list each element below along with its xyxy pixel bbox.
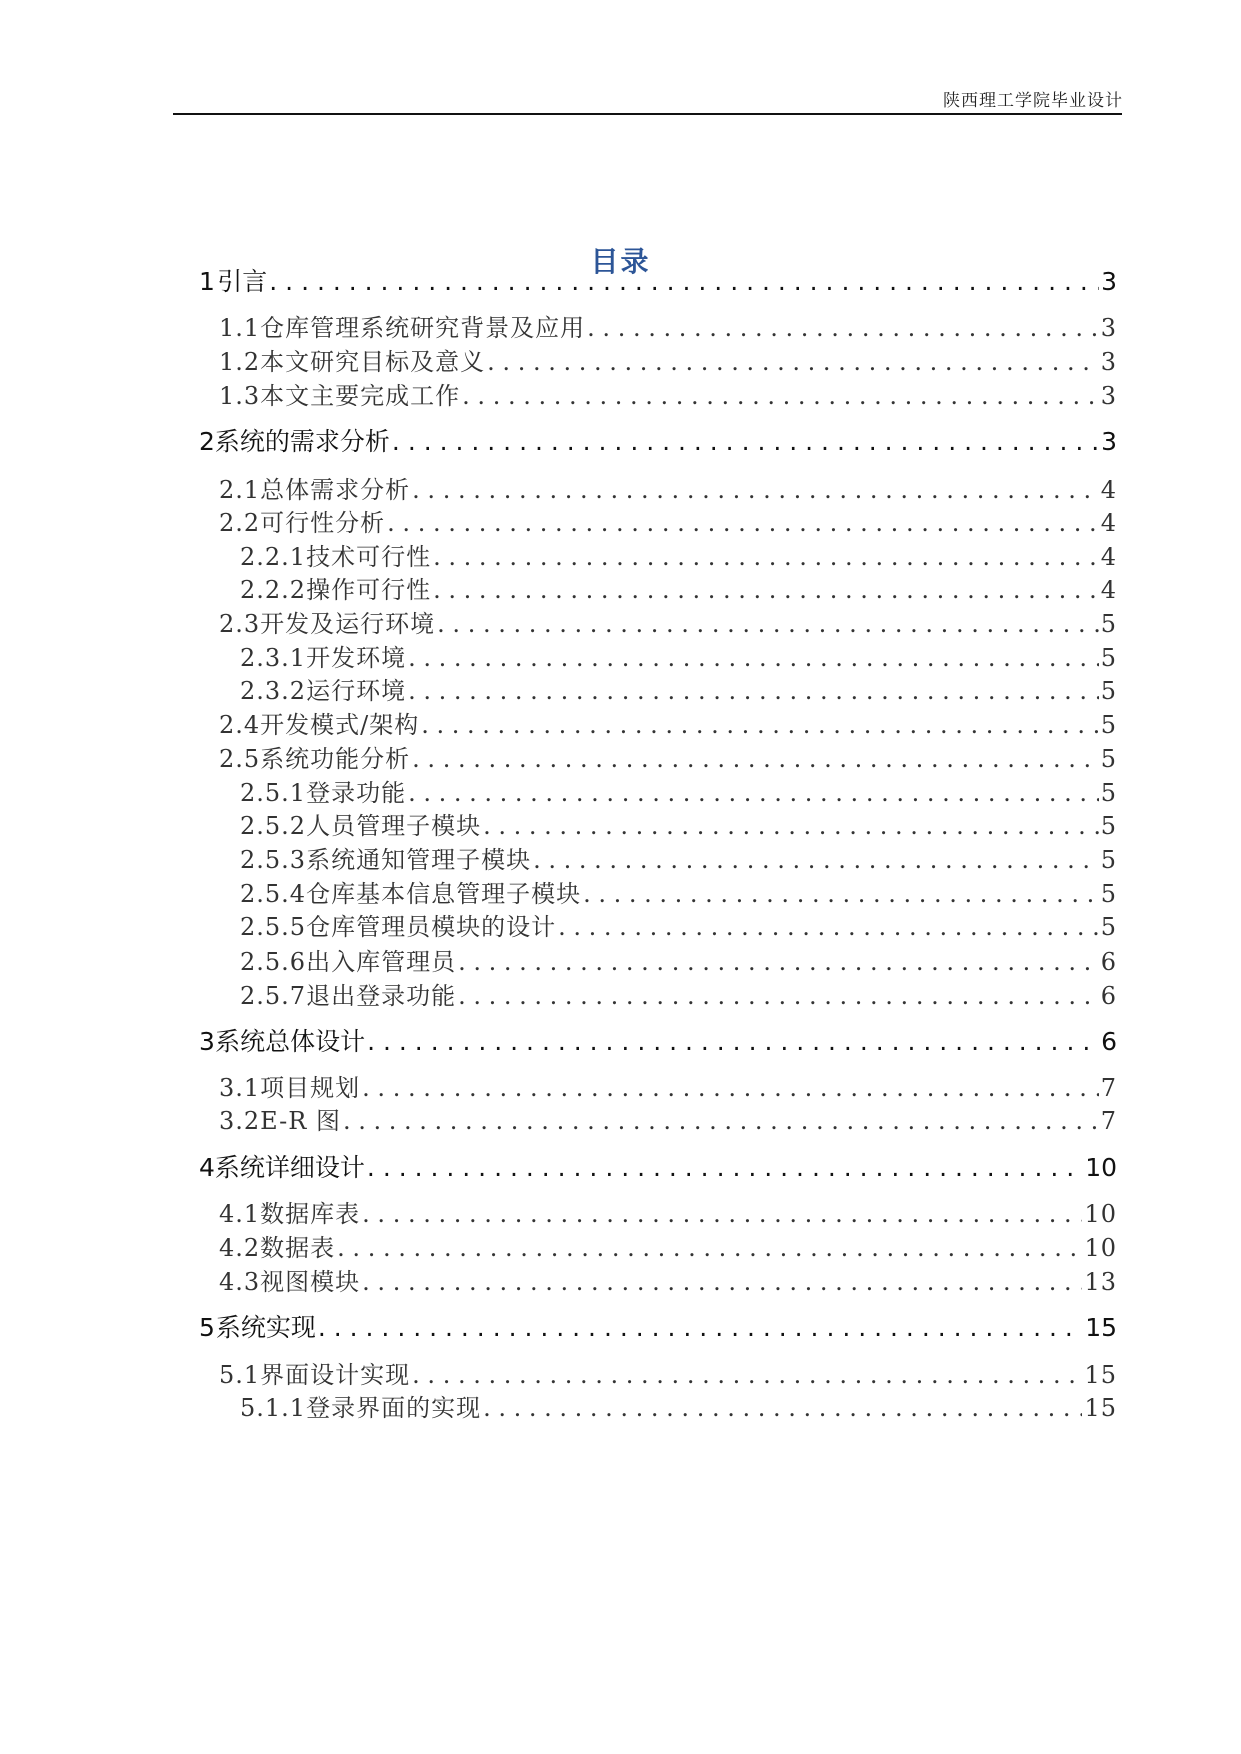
toc-entry-number: 1.1 bbox=[219, 314, 261, 342]
toc-leader-dots bbox=[483, 812, 1099, 840]
toc-entry[interactable] bbox=[199, 1148, 1117, 1184]
toc-leader-dots bbox=[367, 1027, 1099, 1056]
toc-entry-number: 4.1 bbox=[219, 1200, 261, 1228]
toc-leader-dots bbox=[362, 1268, 1082, 1296]
header-rule bbox=[173, 113, 1122, 115]
toc-entry-number: 2.5.7 bbox=[240, 982, 307, 1010]
toc-entry-label: 系统通知管理子模块 bbox=[306, 846, 532, 874]
toc-entry-page: 5 bbox=[1100, 812, 1117, 840]
toc-leader-dots bbox=[433, 543, 1099, 571]
toc-entry-label: 数据表 bbox=[260, 1234, 336, 1262]
toc-entry[interactable] bbox=[219, 1228, 1117, 1264]
toc-entry[interactable] bbox=[199, 1022, 1117, 1058]
toc-entry[interactable] bbox=[240, 638, 1117, 674]
toc-entry[interactable] bbox=[219, 376, 1117, 412]
toc-entry-label: 视图模块 bbox=[260, 1268, 361, 1296]
toc-entry-page: 5 bbox=[1100, 711, 1117, 739]
toc-entry-page: 3 bbox=[1100, 348, 1117, 376]
toc-entry-page: 5 bbox=[1100, 779, 1117, 807]
toc-leader-dots bbox=[412, 1361, 1082, 1389]
toc-entry-label: 技术可行性 bbox=[306, 543, 432, 571]
toc-entry-label: 可行性分析 bbox=[260, 509, 386, 537]
toc-leader-dots bbox=[421, 711, 1098, 739]
toc-entry[interactable] bbox=[219, 739, 1117, 775]
toc-leader-dots bbox=[269, 267, 1099, 296]
toc-entry-page: 5 bbox=[1100, 913, 1117, 941]
toc-entry[interactable] bbox=[240, 942, 1117, 978]
toc-entry-number: 2.5.2 bbox=[240, 812, 307, 840]
toc-entry-label: 系统功能分析 bbox=[260, 745, 411, 773]
toc-entry-label: 引言 bbox=[217, 267, 268, 296]
toc-leader-dots bbox=[408, 644, 1099, 672]
toc-leader-dots bbox=[412, 745, 1099, 773]
toc-leader-dots bbox=[387, 509, 1099, 537]
toc-leader-dots bbox=[408, 779, 1099, 807]
toc-entry[interactable] bbox=[219, 1068, 1117, 1104]
toc-entry-number: 2.5.6 bbox=[240, 948, 307, 976]
toc-entry-label: 开发环境 bbox=[306, 644, 407, 672]
toc-leader-dots bbox=[433, 576, 1099, 604]
toc-entry-number: 2.5.4 bbox=[240, 880, 307, 908]
toc-entry-page: 5 bbox=[1100, 880, 1117, 908]
toc-entry-label: 退出登录功能 bbox=[306, 982, 457, 1010]
toc-entry[interactable] bbox=[240, 874, 1117, 910]
toc-entry-number: 2.5.1 bbox=[240, 779, 307, 807]
toc-entry-label: E-R 图 bbox=[260, 1107, 341, 1135]
toc-leader-dots bbox=[458, 982, 1099, 1010]
toc-entry-page: 5 bbox=[1100, 610, 1117, 638]
toc-leader-dots bbox=[318, 1313, 1083, 1342]
toc-entry-page: 3 bbox=[1101, 427, 1117, 456]
toc-leader-dots bbox=[587, 314, 1099, 342]
toc-entry-page: 3 bbox=[1100, 314, 1117, 342]
toc-entry-number: 1.2 bbox=[219, 348, 261, 376]
toc-entry-page: 5 bbox=[1100, 644, 1117, 672]
toc-entry-label: 系统的需求分析 bbox=[214, 427, 390, 456]
toc-entry[interactable] bbox=[240, 1388, 1117, 1424]
toc-entry-number: 2.2 bbox=[219, 509, 261, 537]
toc-entry-page: 13 bbox=[1084, 1268, 1117, 1296]
toc-entry-label: 开发模式/架构 bbox=[260, 711, 420, 739]
toc-leader-dots bbox=[533, 846, 1099, 874]
toc-entry[interactable] bbox=[240, 840, 1117, 876]
toc-leader-dots bbox=[487, 348, 1099, 376]
toc-entry[interactable] bbox=[219, 308, 1117, 344]
toc-entry-page: 15 bbox=[1085, 1313, 1117, 1342]
toc-entry-number: 4 bbox=[199, 1153, 215, 1182]
toc-entry-number: 5 bbox=[199, 1313, 215, 1342]
toc-entry-page: 10 bbox=[1084, 1234, 1117, 1262]
toc-entry-label: 运行环境 bbox=[306, 677, 407, 705]
toc-leader-dots bbox=[483, 1394, 1082, 1422]
toc-leader-dots bbox=[362, 1074, 1099, 1102]
toc-entry-number: 2.1 bbox=[219, 476, 261, 504]
toc-entry[interactable] bbox=[199, 262, 1117, 298]
toc-entry-page: 7 bbox=[1100, 1074, 1117, 1102]
toc-entry-number: 3.1 bbox=[219, 1074, 261, 1102]
toc-entry[interactable] bbox=[240, 773, 1117, 809]
toc-leader-dots bbox=[462, 382, 1099, 410]
toc-entry[interactable] bbox=[240, 806, 1117, 842]
toc-entry-number: 2.5.3 bbox=[240, 846, 307, 874]
toc-leader-dots bbox=[392, 427, 1099, 456]
toc-entry-page: 5 bbox=[1100, 745, 1117, 773]
toc-entry[interactable] bbox=[219, 1262, 1117, 1298]
toc-entry-page: 15 bbox=[1084, 1361, 1117, 1389]
toc-entry-label: 本文研究目标及意义 bbox=[260, 348, 486, 376]
toc-entry-page: 4 bbox=[1100, 509, 1117, 537]
toc-entry-number: 2.2.2 bbox=[240, 576, 307, 604]
toc-entry-page: 3 bbox=[1100, 382, 1117, 410]
toc-entry-page: 10 bbox=[1085, 1153, 1117, 1182]
toc-entry[interactable] bbox=[219, 705, 1117, 741]
toc-entry[interactable] bbox=[219, 503, 1117, 539]
toc-entry-number: 1 bbox=[199, 267, 215, 296]
toc-entry-label: 仓库管理系统研究背景及应用 bbox=[260, 314, 586, 342]
toc-entry[interactable] bbox=[240, 570, 1117, 606]
toc-entry[interactable] bbox=[199, 422, 1117, 458]
toc-entry-page: 7 bbox=[1100, 1107, 1117, 1135]
toc-entry-label: 本文主要完成工作 bbox=[260, 382, 461, 410]
toc-entry-label: 仓库管理员模块的设计 bbox=[306, 913, 557, 941]
toc-entry-number: 3.2 bbox=[219, 1107, 261, 1135]
toc-title: 目录 bbox=[590, 245, 651, 278]
toc-entry[interactable] bbox=[219, 470, 1117, 506]
toc-leader-dots bbox=[458, 948, 1099, 976]
toc-entry-label: 总体需求分析 bbox=[260, 476, 411, 504]
toc-entry-label: 仓库基本信息管理子模块 bbox=[306, 880, 582, 908]
toc-entry-label: 登录界面的实现 bbox=[306, 1394, 482, 1422]
toc-leader-dots bbox=[583, 880, 1099, 908]
toc-entry[interactable] bbox=[240, 537, 1117, 573]
toc-entry-page: 10 bbox=[1084, 1200, 1117, 1228]
toc-entry-page: 6 bbox=[1100, 948, 1117, 976]
toc-entry[interactable] bbox=[219, 1101, 1117, 1137]
toc-entry[interactable] bbox=[219, 604, 1117, 640]
toc-entry-number: 5.1 bbox=[219, 1361, 261, 1389]
toc-entry-number: 2.4 bbox=[219, 711, 261, 739]
toc-entry-number: 2 bbox=[199, 427, 215, 456]
toc-entry-page: 5 bbox=[1100, 677, 1117, 705]
toc-entry-label: 人员管理子模块 bbox=[306, 812, 482, 840]
toc-entry-label: 数据库表 bbox=[260, 1200, 361, 1228]
toc-leader-dots bbox=[408, 677, 1099, 705]
toc-entry-page: 4 bbox=[1100, 576, 1117, 604]
toc-entry-page: 6 bbox=[1100, 982, 1117, 1010]
toc-entry-number: 5.1.1 bbox=[240, 1394, 307, 1422]
toc-entry-label: 登录功能 bbox=[306, 779, 407, 807]
toc-entry-page: 15 bbox=[1084, 1394, 1117, 1422]
toc-leader-dots bbox=[337, 1234, 1082, 1262]
toc-leader-dots bbox=[367, 1153, 1083, 1182]
toc-entry-page: 4 bbox=[1100, 543, 1117, 571]
toc-entry-number: 2.5.5 bbox=[240, 913, 307, 941]
toc-entry-number: 2.3.2 bbox=[240, 677, 307, 705]
toc-entry-number: 4.3 bbox=[219, 1268, 261, 1296]
running-header: 陕西理工学院毕业设计 bbox=[943, 91, 1123, 111]
toc-entry[interactable] bbox=[199, 1308, 1117, 1344]
toc-leader-dots bbox=[437, 610, 1099, 638]
toc-entry-label: 项目规划 bbox=[260, 1074, 361, 1102]
toc-entry[interactable] bbox=[240, 976, 1117, 1012]
toc-entry[interactable] bbox=[219, 1355, 1117, 1391]
toc-entry-number: 2.3.1 bbox=[240, 644, 307, 672]
toc-leader-dots bbox=[362, 1200, 1082, 1228]
toc-entry-page: 3 bbox=[1101, 267, 1117, 296]
toc-entry-page: 4 bbox=[1100, 476, 1117, 504]
toc-entry-number: 2.3 bbox=[219, 610, 261, 638]
toc-entry-label: 开发及运行环境 bbox=[260, 610, 436, 638]
toc-leader-dots bbox=[412, 476, 1099, 504]
toc-entry-label: 系统总体设计 bbox=[215, 1027, 366, 1056]
toc-entry-label: 界面设计实现 bbox=[260, 1361, 411, 1389]
toc-entry-number: 3 bbox=[199, 1027, 215, 1056]
toc-entry-label: 系统详细设计 bbox=[214, 1153, 365, 1182]
toc-entry[interactable] bbox=[240, 671, 1117, 707]
toc-entry-number: 1.3 bbox=[219, 382, 261, 410]
toc-entry-label: 操作可行性 bbox=[306, 576, 432, 604]
toc-entry[interactable] bbox=[219, 1194, 1117, 1230]
toc-leader-dots bbox=[558, 913, 1099, 941]
toc-entry[interactable] bbox=[240, 907, 1117, 943]
toc-leader-dots bbox=[343, 1107, 1099, 1135]
toc-entry-number: 4.2 bbox=[219, 1234, 261, 1262]
toc-entry-number: 2.2.1 bbox=[240, 543, 307, 571]
toc-entry-label: 出入库管理员 bbox=[306, 948, 457, 976]
toc-entry-page: 5 bbox=[1100, 846, 1117, 874]
toc-entry-label: 系统实现 bbox=[215, 1313, 316, 1342]
toc-entry-number: 2.5 bbox=[219, 745, 261, 773]
toc-entry[interactable] bbox=[219, 342, 1117, 378]
toc-entry-page: 6 bbox=[1101, 1027, 1117, 1056]
